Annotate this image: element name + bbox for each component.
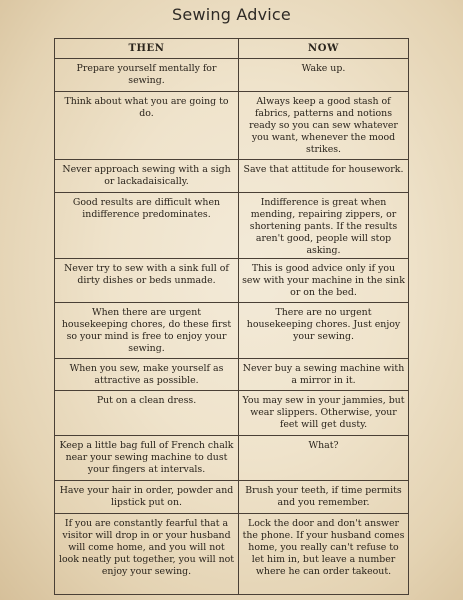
then-cell: Prepare yourself mentally for sewing. bbox=[55, 59, 239, 92]
now-cell: This is good advice only if you sew with your machine in the sink or on the bed. bbox=[239, 259, 409, 303]
then-cell: When you sew, make yourself as attractive as possible. bbox=[55, 359, 239, 391]
table-row bbox=[55, 259, 409, 303]
header-now: NOW bbox=[239, 39, 409, 59]
then-cell: Keep a little bag full of French chalk near your sewing machine to dust your fingers at intervals. bbox=[55, 436, 239, 481]
table-row bbox=[55, 514, 409, 595]
then-cell: Put on a clean dress. bbox=[55, 391, 239, 436]
now-cell: There are no urgent housekeeping chores. Just enjoy your sewing. bbox=[239, 303, 409, 359]
table-row bbox=[55, 59, 409, 92]
now-cell: Brush your teeth, if time permits and you remember. bbox=[239, 481, 409, 514]
table-row bbox=[55, 391, 409, 436]
then-cell: Good results are difficult when indifference predominates. bbox=[55, 193, 239, 259]
then-cell: Have your hair in order, powder and lipstick put on. bbox=[55, 481, 239, 514]
now-cell: What? bbox=[239, 436, 409, 481]
table-row bbox=[55, 436, 409, 481]
page-title: Sewing Advice bbox=[172, 5, 291, 24]
then-cell: Think about what you are going to do. bbox=[55, 92, 239, 160]
table-row bbox=[55, 303, 409, 359]
now-cell: Save that attitude for housework. bbox=[239, 160, 409, 193]
then-cell: If you are constantly fearful that a visitor will drop in or your husband will come home, and you will not look neatly put together, you will not enjoy your sewing. bbox=[55, 514, 239, 595]
then-cell: Never try to sew with a sink full of dirty dishes or beds unmade. bbox=[55, 259, 239, 303]
table-row bbox=[55, 193, 409, 259]
then-cell: When there are urgent housekeeping chores, do these first so your mind is free to enjoy your sewing. bbox=[55, 303, 239, 359]
table-row bbox=[55, 92, 409, 160]
now-cell: Indifference is great when mending, repairing zippers, or shortening pants. If the results aren't good, people will stop asking. bbox=[239, 193, 409, 259]
now-cell: Always keep a good stash of fabrics, patterns and notions ready so you can sew whatever you want, whenever the mood strikes. bbox=[239, 92, 409, 160]
now-cell: You may sew in your jammies, but wear slippers. Otherwise, your feet will get dusty. bbox=[239, 391, 409, 436]
then-cell: Never approach sewing with a sigh or lackadaisically. bbox=[55, 160, 239, 193]
advice-table bbox=[54, 38, 409, 595]
now-cell: Wake up. bbox=[239, 59, 409, 92]
now-cell: Lock the door and don't answer the phone. If your husband comes home, you really can't refuse to let him in, but leave a number where he can order takeout. bbox=[239, 514, 409, 595]
now-cell: Never buy a sewing machine with a mirror in it. bbox=[239, 359, 409, 391]
header-row bbox=[55, 39, 409, 59]
table-row bbox=[55, 481, 409, 514]
table-row bbox=[55, 160, 409, 193]
header-then: THEN bbox=[55, 39, 239, 59]
table-row bbox=[55, 359, 409, 391]
